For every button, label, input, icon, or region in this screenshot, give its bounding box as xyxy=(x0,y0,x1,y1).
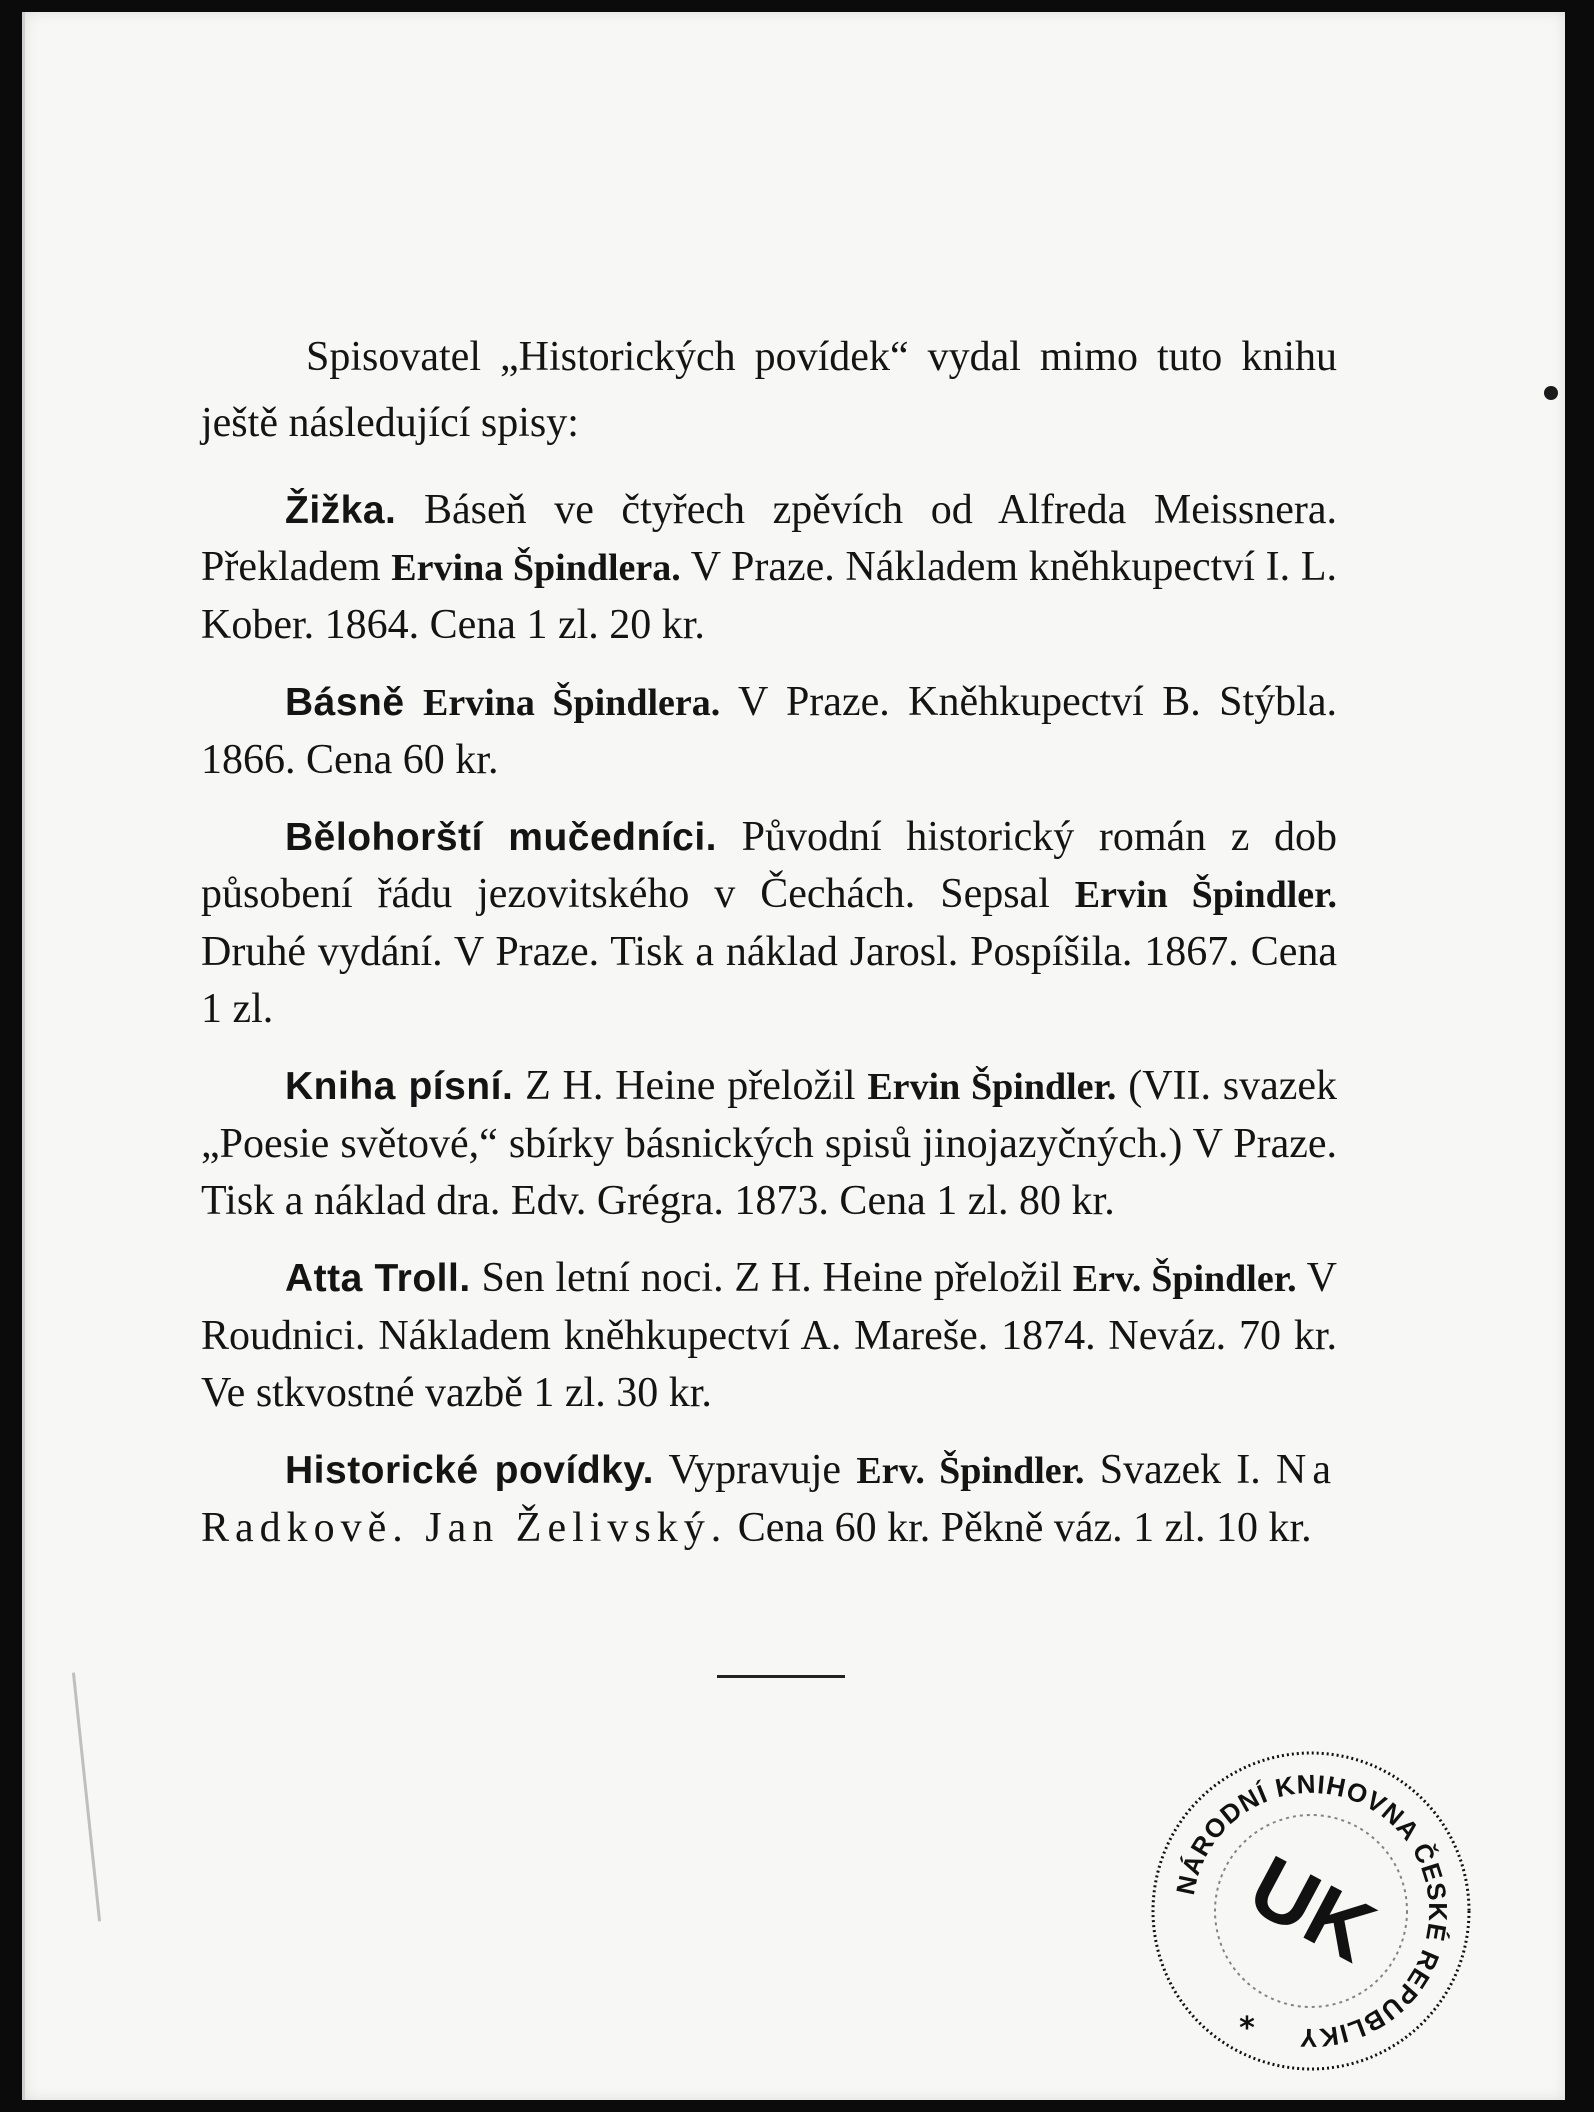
entry-author: Erv. Špindler. xyxy=(1072,1258,1297,1300)
pencil-mark xyxy=(72,1673,101,1922)
entry-atta-troll xyxy=(201,1250,1337,1422)
stamp-ring-text: NÁRODNÍ KNIHOVNA ČESKÉ REPUBLIKY xyxy=(1170,1768,1454,2054)
entry-title: Žižka. xyxy=(285,489,397,532)
entry-title: Historické povídky. xyxy=(285,1449,654,1492)
ink-speck xyxy=(1544,386,1558,400)
entry-text: Báseň ve čtyřech zpěvích od Alfreda Meissnera. Překladem xyxy=(201,487,1338,590)
entry-text: Sen letní noci. Z H. Heine přeložil xyxy=(481,1255,1062,1301)
library-stamp xyxy=(1148,1748,1474,2074)
stamp-star: * xyxy=(1239,2011,1255,2046)
page-text xyxy=(201,324,1337,1577)
entry-author: Ervin Špindler. xyxy=(1074,874,1338,916)
end-rule xyxy=(717,1675,845,1678)
entry-spaced-title: Na Radkově. Jan Želivský. xyxy=(201,1447,1338,1551)
entry-text: Druhé vydání. V Praze. Tisk a náklad Jarosl. Pospíšila. 1867. Cena 1 zl. xyxy=(201,929,1337,1032)
entry-historicke-povidky xyxy=(201,1442,1337,1557)
entry-author: Ervina Špindlera. xyxy=(423,682,721,724)
entry-text: Vypravuje xyxy=(668,1447,842,1493)
entry-title: Bělohorští mučedníci. xyxy=(285,816,718,859)
entry-kniha-pisni xyxy=(201,1058,1337,1230)
entry-basne xyxy=(201,674,1337,789)
entry-text: (VII. svazek „Poesie světové,“ sbírky básnických spisů jinojazyčných.) V Praze. Tisk a náklad dra. Edv. Grégra. 1873. Cena 1 zl. 80 kr. xyxy=(201,1063,1338,1224)
entry-zizka xyxy=(201,482,1337,654)
entry-belohorsti-mucednici xyxy=(201,809,1337,1038)
entry-title: Atta Troll. xyxy=(285,1257,471,1300)
entry-author: Ervin Špindler. xyxy=(867,1066,1117,1108)
entry-text: Z H. Heine přeložil xyxy=(525,1063,856,1109)
entry-text: V Praze. Kněhkupectví B. Stýbla. 1866. Cena 60 kr. xyxy=(201,679,1337,783)
intro-paragraph: Spisovatel „Historických povídek“ vydal mimo tuto knihu ještě následující spisy: xyxy=(201,334,1337,446)
entry-author: Erv. Špindler. xyxy=(856,1450,1085,1492)
entry-title: Básně xyxy=(285,681,405,724)
stamp-center-text: UK xyxy=(1234,1837,1390,1981)
entry-author: Ervina Špindlera. xyxy=(391,547,681,589)
entry-title: Kniha písní. xyxy=(285,1065,514,1108)
entry-text: V Praze. Nákladem kněhkupectví I. L. Kober. 1864. Cena 1 zl. 20 kr. xyxy=(201,544,1337,648)
entry-text: Svazek I. xyxy=(1099,1447,1261,1493)
entry-text: Původní historický román z dob působení řádu jezovitského v Čechách. Sepsal xyxy=(201,814,1337,917)
entry-text: Cena 60 kr. Pěkně váz. 1 zl. 10 kr. xyxy=(737,1505,1312,1551)
entry-text: V Roudnici. Nákladem kněhkupectví A. Mareše. 1874. Neváz. 70 kr. Ve stkvostné vazbě 1 zl. 30 kr. xyxy=(201,1255,1338,1416)
